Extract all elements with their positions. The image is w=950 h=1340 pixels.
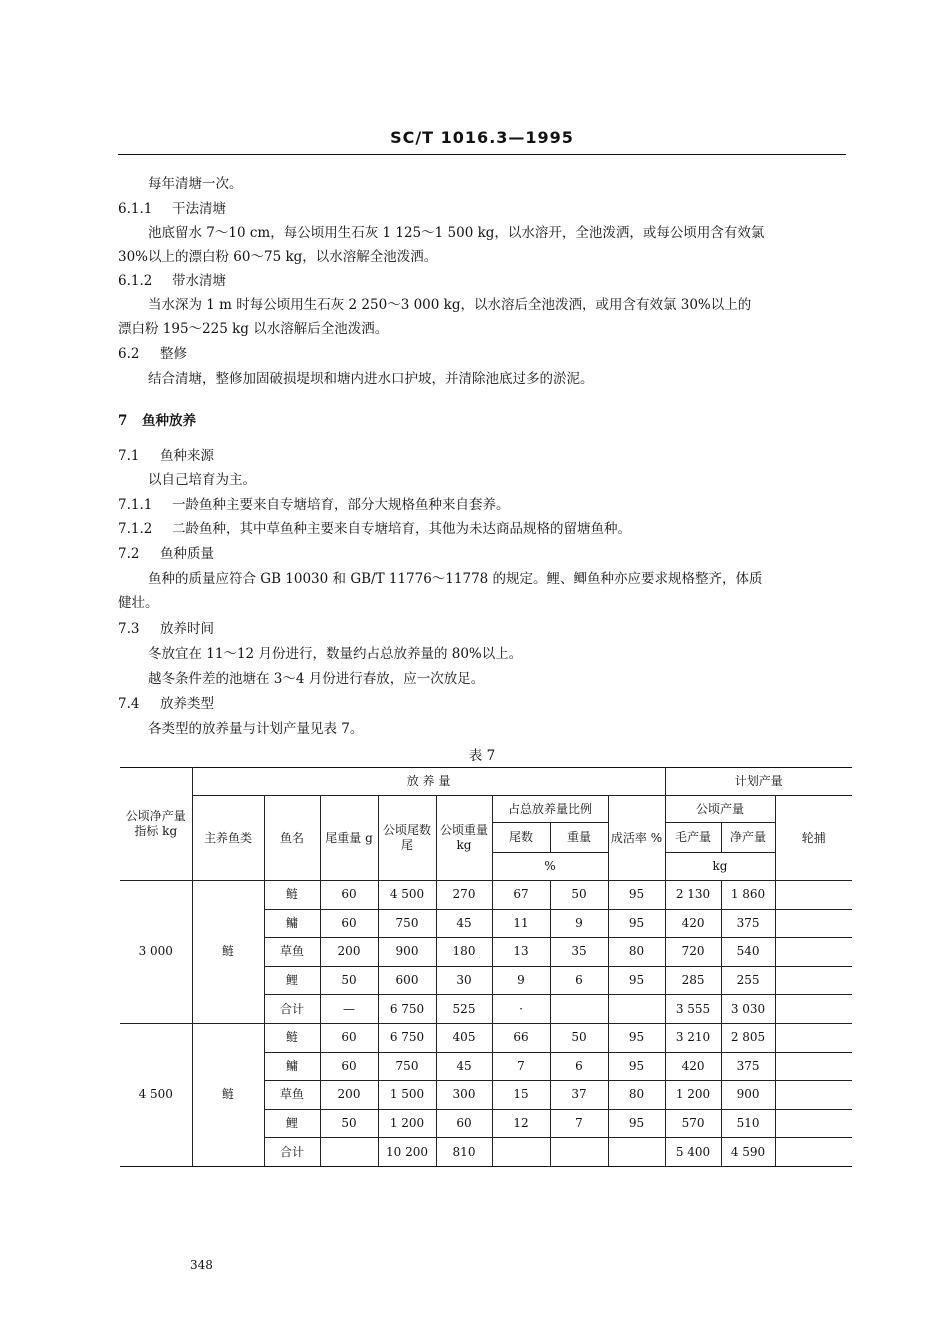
header-target: 公顷净产量指标 kg [120,768,192,881]
header-per-ha-count: 公顷尾数 尾 [378,796,436,881]
cell-gross: 285 [665,966,721,995]
cell-net: 900 [721,1081,775,1110]
cell-survival: 95 [608,1052,665,1081]
cell-pct-weight: 7 [550,1109,608,1138]
text-line: 每年清塘一次。 [148,176,243,192]
header-yield-unit: kg [665,853,775,881]
cell-count: 600 [378,966,436,995]
cell-count: 750 [378,1052,436,1081]
section-7-1-2 [118,520,631,538]
table-row [120,1023,852,1052]
cell-survival [608,1138,665,1167]
cell-pct-count: 66 [492,1023,550,1052]
cell-rotation [775,995,852,1024]
cell-gross: 3 555 [665,995,721,1024]
header-main-fish: 主养鱼类 [192,796,264,881]
cell-pct-weight: 50 [550,1023,608,1052]
cell-tail-weight [320,1138,378,1167]
cell-tail-weight: 60 [320,881,378,910]
cell-gross: 5 400 [665,1138,721,1167]
cell-survival: 80 [608,938,665,967]
paragraph-line: 30%以上的漂白粉 60～75 kg，以水溶解全池泼洒。 [118,249,438,265]
cell-name: 鲢 [264,881,320,910]
section-7-1 [118,447,214,465]
paragraph-line: 冬放宜在 11～12 月份进行，数量约占总放养量的 80%以上。 [148,646,523,662]
section-number: 7.4 [118,696,140,712]
cell-weight: 45 [436,1052,492,1081]
cell-survival: 95 [608,966,665,995]
section-6-2 [118,345,187,363]
section-title: 鱼种质量 [160,546,214,562]
cell-name: 鲢 [264,1023,320,1052]
cell-rotation [775,1109,852,1138]
cell-pct-count: · [492,995,550,1024]
cell-pct-weight: 9 [550,909,608,938]
cell-count: 900 [378,938,436,967]
section-number: 7 [118,413,128,429]
cell-name: 草鱼 [264,938,320,967]
cell-weight: 525 [436,995,492,1024]
cell-pct-weight [550,1138,608,1167]
cell-tail-weight: 60 [320,1052,378,1081]
section-text: 一龄鱼种主要来自专塘培育，部分大规格鱼种来自套养。 [172,497,510,513]
cell-rotation [775,909,852,938]
cell-net: 540 [721,938,775,967]
cell-gross: 2 130 [665,881,721,910]
section-number: 7.1.1 [118,497,153,513]
header-net: 净产量 [721,823,775,853]
table-caption: 表 7 [468,748,496,764]
cell-survival: 80 [608,1081,665,1110]
cell-net: 255 [721,966,775,995]
header-stocking: 放 养 量 [192,768,665,796]
header-plan: 计划产量 [665,768,852,796]
cell-pct-weight [550,995,608,1024]
cell-rotation [775,881,852,910]
cell-survival: 95 [608,909,665,938]
section-number: 6.1.2 [118,273,153,289]
paragraph-line: 鱼种的质量应符合 GB 10030 和 GB/T 11776～11778 的规定。鲤、鲫鱼种亦应要求规格整齐，体质 [148,571,763,587]
cell-weight: 270 [436,881,492,910]
cell-gross: 570 [665,1109,721,1138]
cell-pct-weight: 37 [550,1081,608,1110]
cell-name: 鳙 [264,909,320,938]
cell-pct-count: 13 [492,938,550,967]
paragraph-line: 健壮。 [118,595,159,611]
header-survival: 成活率 % [608,796,665,881]
header-fish-name: 鱼名 [264,796,320,881]
section-7-4 [118,695,214,713]
cell-target: 3 000 [120,881,192,1024]
header-ratio-weight: 重量 [550,823,608,853]
cell-pct-weight: 35 [550,938,608,967]
cell-survival [608,995,665,1024]
section-6-1-2 [118,272,226,290]
cell-count: 6 750 [378,1023,436,1052]
cell-pct-weight: 50 [550,881,608,910]
header-rule [118,154,846,155]
cell-rotation [775,1052,852,1081]
cell-weight: 405 [436,1023,492,1052]
cell-count: 10 200 [378,1138,436,1167]
cell-net: 375 [721,909,775,938]
standard-code-header: SC/T 1016.3—1995 [390,128,574,147]
cell-survival: 95 [608,1023,665,1052]
cell-gross: 420 [665,909,721,938]
section-title: 带水清塘 [172,273,226,289]
cell-weight: 180 [436,938,492,967]
header-ratio-count: 尾数 [492,823,550,853]
cell-pct-weight: 6 [550,966,608,995]
cell-main-fish: 鲢 [192,1023,264,1166]
cell-pct-count: 15 [492,1081,550,1110]
section-title: 放养时间 [160,621,214,637]
section-title: 鱼种放养 [142,413,196,429]
header-tail-weight: 尾重量 g [320,796,378,881]
section-title: 放养类型 [160,696,214,712]
paragraph-line: 结合清塘，整修加固破损堤坝和塘内进水口护坡，并清除池底过多的淤泥。 [148,371,594,387]
section-text: 二龄鱼种，其中草鱼种主要来自专塘培育，其他为未达商品规格的留塘鱼种。 [172,521,631,537]
section-number: 7.2 [118,546,140,562]
cell-pct-count: 67 [492,881,550,910]
cell-name: 草鱼 [264,1081,320,1110]
section-number: 7.3 [118,621,140,637]
table-row [120,881,852,910]
cell-name: 鲤 [264,966,320,995]
cell-pct-count: 7 [492,1052,550,1081]
cell-count: 750 [378,909,436,938]
section-6-1-1 [118,200,226,218]
cell-weight: 30 [436,966,492,995]
paragraph-line: 当水深为 1 m 时每公顷用生石灰 2 250～3 000 kg，以水溶后全池泼洒，或用含有效氯 30%以上的 [148,297,752,313]
cell-net: 3 030 [721,995,775,1024]
cell-count: 1 200 [378,1109,436,1138]
cell-pct-count: 12 [492,1109,550,1138]
section-7-1-1 [118,496,510,514]
cell-target: 4 500 [120,1023,192,1166]
cell-count: 6 750 [378,995,436,1024]
cell-name: 鲤 [264,1109,320,1138]
cell-pct-count: 9 [492,966,550,995]
cell-count: 1 500 [378,1081,436,1110]
paragraph-line: 池底留水 7～10 cm，每公顷用生石灰 1 125～1 500 kg，以水溶开，全池泼洒，或每公顷用含有效氯 [148,225,765,241]
section-title: 干法清塘 [172,201,226,217]
section-number: 7.1 [118,448,140,464]
section-number: 7.1.2 [118,521,153,537]
section-7-2 [118,545,214,563]
cell-name: 合计 [264,995,320,1024]
header-per-ha-weight: 公顷重量 kg [436,796,492,881]
cell-tail-weight: — [320,995,378,1024]
cell-count: 4 500 [378,881,436,910]
cell-rotation [775,938,852,967]
cell-name: 鳙 [264,1052,320,1081]
paragraph-line: 越冬条件差的池塘在 3～4 月份进行春放，应一次放足。 [148,671,485,687]
cell-tail-weight: 200 [320,1081,378,1110]
cell-gross: 420 [665,1052,721,1081]
cell-rotation [775,966,852,995]
cell-pct-count [492,1138,550,1167]
section-7 [118,412,196,430]
cell-gross: 1 200 [665,1081,721,1110]
cell-tail-weight: 60 [320,909,378,938]
cell-net: 4 590 [721,1138,775,1167]
cell-tail-weight: 50 [320,966,378,995]
cell-weight: 810 [436,1138,492,1167]
section-7-3 [118,620,214,638]
header-gross: 毛产量 [665,823,721,853]
section-number: 6.1.1 [118,201,153,217]
cell-tail-weight: 60 [320,1023,378,1052]
cell-net: 1 860 [721,881,775,910]
page-number: 348 [190,1258,213,1272]
paragraph-line: 以自己培育为主。 [148,472,256,488]
cell-weight: 60 [436,1109,492,1138]
cell-weight: 300 [436,1081,492,1110]
cell-rotation [775,1081,852,1110]
cell-pct-weight: 6 [550,1052,608,1081]
paragraph-line: 各类型的放养量与计划产量见表 7。 [148,721,364,737]
cell-gross: 3 210 [665,1023,721,1052]
cell-rotation [775,1023,852,1052]
cell-pct-count: 11 [492,909,550,938]
cell-weight: 45 [436,909,492,938]
paragraph-line: 漂白粉 195～225 kg 以水溶解后全池泼洒。 [118,321,389,337]
section-number: 6.2 [118,346,140,362]
cell-rotation [775,1138,852,1167]
header-ratio: 占总放养量比例 [492,796,608,823]
section-title: 鱼种来源 [160,448,214,464]
cell-main-fish: 鲢 [192,881,264,1024]
section-title: 整修 [160,346,187,362]
cell-gross: 720 [665,938,721,967]
header-ratio-unit: % [492,853,608,881]
cell-survival: 95 [608,881,665,910]
cell-net: 510 [721,1109,775,1138]
cell-tail-weight: 50 [320,1109,378,1138]
cell-net: 2 805 [721,1023,775,1052]
cell-name: 合计 [264,1138,320,1167]
header-rotation: 轮捕 [775,796,852,881]
cell-survival: 95 [608,1109,665,1138]
cell-tail-weight: 200 [320,938,378,967]
stocking-table [120,767,852,1167]
header-per-ha-yield: 公顷产量 [665,796,775,823]
cell-net: 375 [721,1052,775,1081]
